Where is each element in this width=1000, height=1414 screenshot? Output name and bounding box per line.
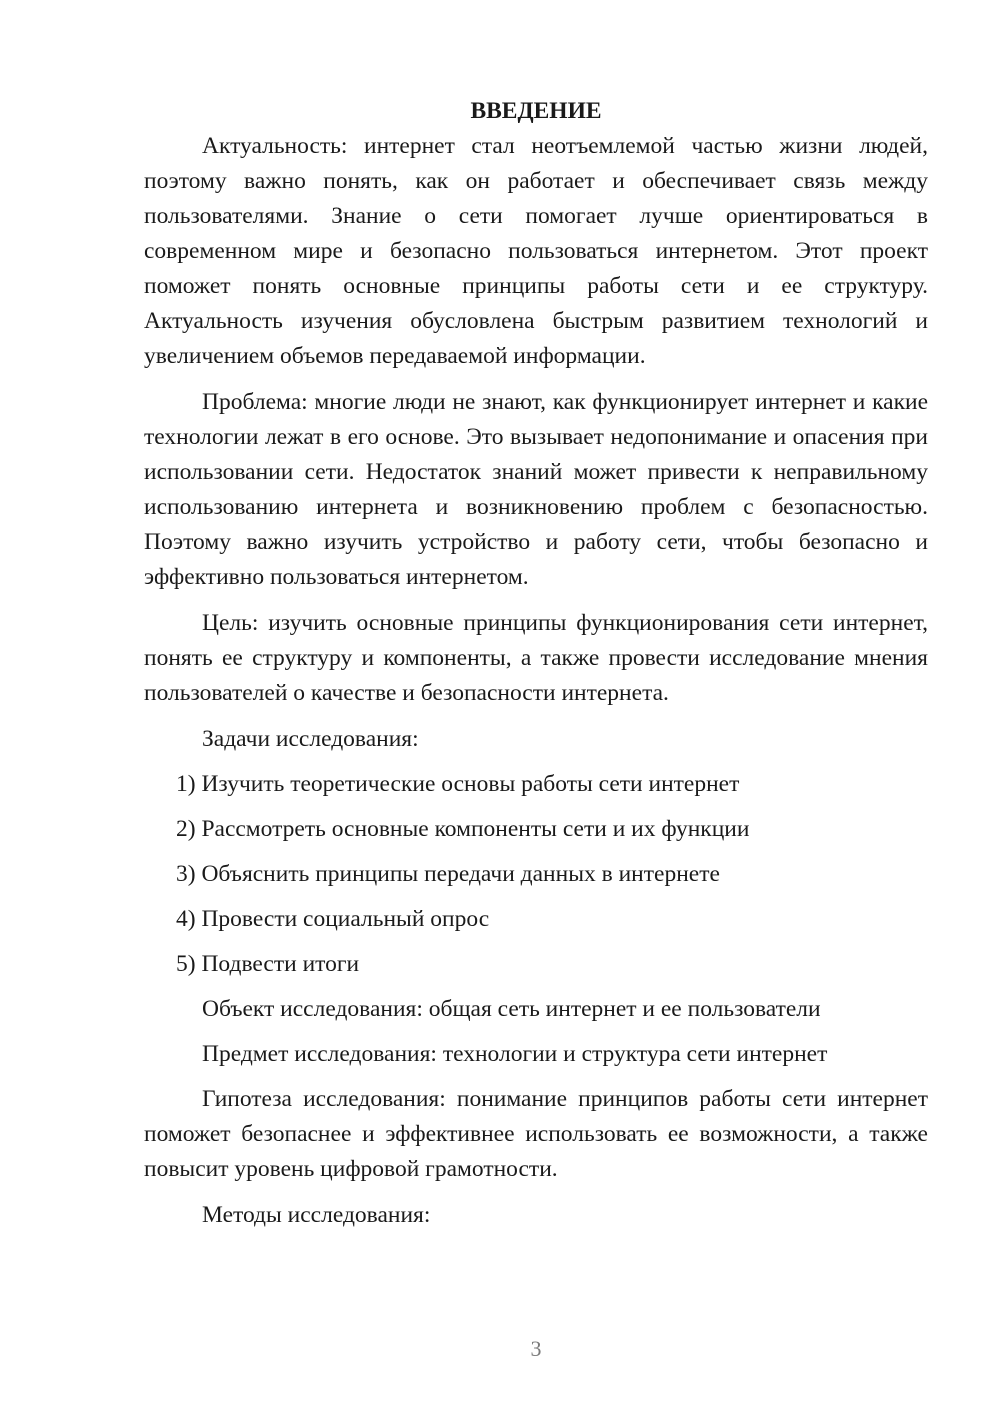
relevance-paragraph: Актуальность: интернет стал неотъемлемой частью жизни людей, поэтому важно понять, как он работает и обеспечивает связь между пользователями. Знание о сети помогает лучше ориентироваться в современном мире и безопасно пользоваться интернетом. Этот проект поможет понять основные принципы работы сети и ее структуру. Актуальность изучения обусловлена быстрым развитием технологий и увеличением объемов передаваемой информации. <box>144 133 928 369</box>
goal-paragraph: Цель: изучить основные принципы функционирования сети интернет, понять ее структуру и компоненты, а также провести исследование мнения пользователей о качестве и безопасности интернета. <box>144 610 928 706</box>
research-subject: Предмет исследования: технологии и структура сети интернет <box>202 1041 828 1067</box>
page-number: 3 <box>530 1336 542 1361</box>
methods-heading: Методы исследования: <box>202 1202 431 1228</box>
task-item: 3) Объяснить принципы передачи данных в интернете <box>176 861 720 887</box>
task-item: 5) Подвести итоги <box>176 951 360 977</box>
tasks-heading: Задачи исследования: <box>202 726 419 752</box>
section-title: ВВЕДЕНИЕ <box>470 98 602 124</box>
research-object: Объект исследования: общая сеть интернет и ее пользователи <box>202 996 821 1022</box>
task-item: 1) Изучить теоретические основы работы сети интернет <box>176 771 740 797</box>
hypothesis-paragraph: Гипотеза исследования: понимание принципов работы сети интернет поможет безопаснее и эффективнее использовать ее возможности, а также повысит уровень цифровой грамотности. <box>144 1086 928 1182</box>
task-item: 4) Провести социальный опрос <box>176 906 490 932</box>
task-item: 2) Рассмотреть основные компоненты сети и их функции <box>176 816 750 842</box>
tasks-list <box>144 767 928 982</box>
problem-paragraph: Проблема: многие люди не знают, как функционирует интернет и какие технологии лежат в его основе. Это вызывает недопонимание и опасения при использовании сети. Недостаток знаний может привести к неправильному использованию интернета и возникновению проблем с безопасностью. Поэтому важно изучить устройство и работу сети, чтобы безопасно и эффективно пользоваться интернетом. <box>144 389 928 590</box>
page-content <box>144 94 928 1243</box>
